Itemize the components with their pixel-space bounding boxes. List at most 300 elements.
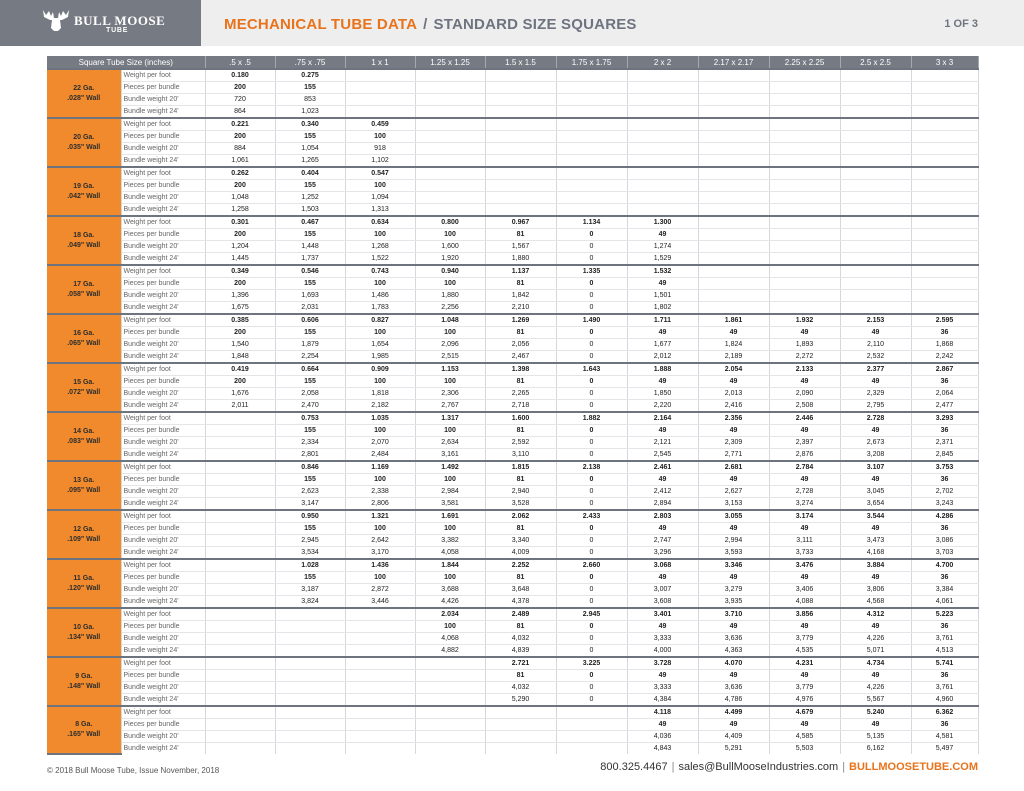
table-cell: 36 [911, 474, 978, 486]
table-cell [698, 265, 769, 278]
phone: 800.325.4467 [600, 761, 668, 773]
table-cell [769, 192, 840, 204]
row-label: Bundle weight 20' [121, 143, 205, 155]
table-cell [627, 118, 698, 131]
table-cell: 3,007 [627, 584, 698, 596]
table-cell [205, 584, 275, 596]
table-cell: 0 [556, 425, 627, 437]
table-cell: 2,058 [275, 388, 345, 400]
table-cell: 1.398 [485, 363, 556, 376]
table-cell: 100 [415, 523, 485, 535]
table-cell: 49 [627, 572, 698, 584]
table-cell: 2,272 [769, 351, 840, 364]
table-cell: 0 [556, 486, 627, 498]
table-row [47, 69, 978, 82]
table-cell: 49 [769, 670, 840, 682]
table-cell: 49 [627, 719, 698, 731]
table-cell: 4,976 [769, 694, 840, 707]
table-cell: 3,761 [911, 682, 978, 694]
table-cell: 2,984 [415, 486, 485, 498]
table-cell: 1.153 [415, 363, 485, 376]
table-cell: 5,567 [840, 694, 911, 707]
table-cell: 81 [485, 670, 556, 682]
row-label: Bundle weight 20' [121, 437, 205, 449]
table-cell: 1.932 [769, 314, 840, 327]
table-cell: 1,102 [345, 155, 415, 168]
table-cell: 1,920 [415, 253, 485, 266]
gauge-label: 18 Ga. [73, 231, 95, 239]
table-cell: 200 [205, 278, 275, 290]
table-cell [345, 670, 415, 682]
table-cell: 2,306 [415, 388, 485, 400]
page-number: 1 OF 3 [944, 18, 978, 30]
table-cell: 1.048 [415, 314, 485, 327]
table-cell [627, 180, 698, 192]
row-label: Weight per foot [121, 167, 205, 180]
table-cell: 1.691 [415, 510, 485, 523]
row-label: Bundle weight 20' [121, 241, 205, 253]
copyright: © 2018 Bull Moose Tube, Issue November, 2018 [47, 766, 220, 775]
wall-label: .120" Wall [67, 584, 101, 592]
row-label: Weight per foot [121, 657, 205, 670]
table-cell: 1.300 [627, 216, 698, 229]
table-cell: 5,497 [911, 743, 978, 755]
table-row [47, 645, 978, 658]
table-cell [840, 241, 911, 253]
table-cell [556, 118, 627, 131]
table-cell [556, 106, 627, 119]
table-cell: 0 [556, 535, 627, 547]
table-cell: 4.734 [840, 657, 911, 670]
table-cell: 2.164 [627, 412, 698, 425]
table-cell: 0.950 [275, 510, 345, 523]
table-cell: 4.679 [769, 706, 840, 719]
table-cell: 100 [345, 474, 415, 486]
table-cell: 49 [769, 523, 840, 535]
table-cell [345, 706, 415, 719]
table-cell [840, 167, 911, 180]
header-bar [0, 0, 1024, 46]
table-row [47, 204, 978, 217]
table-cell: 5.741 [911, 657, 978, 670]
table-cell: 0 [556, 645, 627, 658]
table-cell: 155 [275, 180, 345, 192]
table-cell [345, 719, 415, 731]
row-label: Weight per foot [121, 265, 205, 278]
title-separator: / [423, 16, 428, 33]
table-cell: 2,994 [698, 535, 769, 547]
table-row [47, 657, 978, 670]
table-cell: 2,110 [840, 339, 911, 351]
table-cell: 1,824 [698, 339, 769, 351]
table-cell: 0.419 [205, 363, 275, 376]
table-cell: 1,265 [275, 155, 345, 168]
table-cell: 4,585 [769, 731, 840, 743]
table-cell [769, 302, 840, 315]
title-sub: STANDARD SIZE SQUARES [433, 16, 637, 33]
table-cell: 36 [911, 376, 978, 388]
row-label: Bundle weight 20' [121, 94, 205, 106]
table-cell: 81 [485, 572, 556, 584]
wall-label: .035" Wall [67, 143, 101, 151]
table-cell [205, 437, 275, 449]
gauge-label: 17 Ga. [73, 280, 95, 288]
table-cell: 2,673 [840, 437, 911, 449]
table-cell: 49 [698, 670, 769, 682]
table-cell: 3.055 [698, 510, 769, 523]
table-cell: 0.404 [275, 167, 345, 180]
table-cell: 1.882 [556, 412, 627, 425]
table-row [47, 265, 978, 278]
table-cell: 2,642 [345, 535, 415, 547]
table-cell [769, 106, 840, 119]
table-cell: 0.753 [275, 412, 345, 425]
table-cell: 1,540 [205, 339, 275, 351]
table-cell [205, 731, 275, 743]
table-cell: 3.710 [698, 608, 769, 621]
table-cell [205, 535, 275, 547]
table-cell [556, 180, 627, 192]
table-cell: 155 [275, 278, 345, 290]
table-cell: 49 [840, 621, 911, 633]
table-cell: 0 [556, 474, 627, 486]
table-cell: 49 [698, 474, 769, 486]
table-cell: 1.888 [627, 363, 698, 376]
table-cell: 3.856 [769, 608, 840, 621]
wall-label: .042" Wall [67, 192, 101, 200]
table-cell [698, 216, 769, 229]
table-cell [911, 82, 978, 94]
gauge-cell [47, 510, 121, 559]
table-cell: 0 [556, 596, 627, 609]
table-cell: 2,416 [698, 400, 769, 413]
table-cell: 3,045 [840, 486, 911, 498]
table-cell: 0.301 [205, 216, 275, 229]
table-cell: 49 [769, 425, 840, 437]
table-cell: 3,147 [275, 498, 345, 511]
gauge-label: 9 Ga. [75, 672, 93, 680]
row-label: Pieces per bundle [121, 278, 205, 290]
table-cell: 2,011 [205, 400, 275, 413]
table-cell: 0.743 [345, 265, 415, 278]
row-label: Bundle weight 24' [121, 743, 205, 755]
table-cell [205, 657, 275, 670]
table-cell: 0 [556, 694, 627, 707]
table-cell [627, 143, 698, 155]
table-cell [275, 743, 345, 755]
table-cell: 1,268 [345, 241, 415, 253]
table-cell: 200 [205, 131, 275, 143]
table-cell: 100 [345, 180, 415, 192]
table-cell [205, 670, 275, 682]
table-cell [698, 204, 769, 217]
table-cell [485, 131, 556, 143]
table-cell: 1.490 [556, 314, 627, 327]
table-row [47, 706, 978, 719]
table-cell: 100 [345, 278, 415, 290]
table-cell: 0.634 [345, 216, 415, 229]
table-cell: 0 [556, 339, 627, 351]
table-cell: 1.035 [345, 412, 415, 425]
table-cell [698, 278, 769, 290]
table-cell: 0.349 [205, 265, 275, 278]
table-cell [769, 82, 840, 94]
table-cell: 49 [769, 719, 840, 731]
table-cell: 2,096 [415, 339, 485, 351]
table-cell: 2.054 [698, 363, 769, 376]
table-cell: 2,121 [627, 437, 698, 449]
table-cell: 2,945 [275, 535, 345, 547]
gauge-label: 8 Ga. [75, 721, 93, 728]
table-cell: 49 [627, 474, 698, 486]
table-cell: 155 [275, 229, 345, 241]
table-cell: 864 [205, 106, 275, 119]
row-label: Pieces per bundle [121, 376, 205, 388]
table-cell: 1,023 [275, 106, 345, 119]
table-cell [415, 192, 485, 204]
table-cell: 1.844 [415, 559, 485, 572]
table-row [47, 131, 978, 143]
table-cell: 1,985 [345, 351, 415, 364]
table-cell [415, 204, 485, 217]
table-cell: 2,771 [698, 449, 769, 462]
table-cell: 1,600 [415, 241, 485, 253]
table-row [47, 670, 978, 682]
table-cell: 4.499 [698, 706, 769, 719]
table-cell: 1,868 [911, 339, 978, 351]
row-label: Bundle weight 20' [121, 290, 205, 302]
table-cell [275, 670, 345, 682]
table-cell: 49 [840, 670, 911, 682]
table-cell: 2,371 [911, 437, 978, 449]
row-label: Bundle weight 20' [121, 731, 205, 743]
table-cell: 1,737 [275, 253, 345, 266]
table-cell: 2.784 [769, 461, 840, 474]
table-cell: 100 [415, 474, 485, 486]
table-cell [769, 131, 840, 143]
table-cell: 4,036 [627, 731, 698, 743]
table-cell: 155 [275, 425, 345, 437]
table-cell: 49 [769, 327, 840, 339]
table-cell [911, 229, 978, 241]
table-row [47, 461, 978, 474]
table-cell [556, 743, 627, 755]
table-cell: 4,568 [840, 596, 911, 609]
row-label: Bundle weight 24' [121, 302, 205, 315]
table-cell: 155 [275, 572, 345, 584]
table-cell: 2.595 [911, 314, 978, 327]
table-cell: 2,795 [840, 400, 911, 413]
table-cell [556, 82, 627, 94]
table-cell: 918 [345, 143, 415, 155]
wall-label: .134" Wall [67, 633, 101, 641]
column-header: 1.75 x 1.75 [556, 56, 627, 69]
row-label: Weight per foot [121, 559, 205, 572]
table-cell: 49 [627, 376, 698, 388]
table-cell [627, 131, 698, 143]
table-cell [205, 559, 275, 572]
table-cell: 3,153 [698, 498, 769, 511]
table-cell: 1.815 [485, 461, 556, 474]
table-cell: 2,397 [769, 437, 840, 449]
table-header-size: Square Tube Size (inches) [47, 56, 205, 69]
table-cell [769, 204, 840, 217]
table-cell: 4,058 [415, 547, 485, 560]
table-cell [205, 510, 275, 523]
table-cell: 49 [840, 719, 911, 731]
table-cell: 1,850 [627, 388, 698, 400]
table-row [47, 192, 978, 204]
table-cell [205, 682, 275, 694]
website-link[interactable]: BULLMOOSETUBE.COM [849, 761, 978, 773]
column-header: .75 x .75 [275, 56, 345, 69]
table-cell: 1,501 [627, 290, 698, 302]
table-cell [485, 82, 556, 94]
table-cell: 49 [627, 327, 698, 339]
gauge-cell [47, 69, 121, 118]
table-cell: 2,806 [345, 498, 415, 511]
table-cell: 2,064 [911, 388, 978, 400]
row-label: Bundle weight 24' [121, 106, 205, 119]
table-cell [698, 106, 769, 119]
table-cell [840, 302, 911, 315]
table-cell: 81 [485, 523, 556, 535]
table-row [47, 82, 978, 94]
table-row [47, 314, 978, 327]
table-cell [627, 155, 698, 168]
table-cell: 0.467 [275, 216, 345, 229]
table-row [47, 584, 978, 596]
table-cell: 1.321 [345, 510, 415, 523]
table-cell: 49 [840, 523, 911, 535]
gauge-cell [47, 608, 121, 657]
table-cell [556, 155, 627, 168]
table-cell: 0.385 [205, 314, 275, 327]
table-cell: 1,567 [485, 241, 556, 253]
table-cell [911, 302, 978, 315]
table-cell: 2,182 [345, 400, 415, 413]
row-label: Weight per foot [121, 608, 205, 621]
gauge-cell [47, 314, 121, 363]
table-cell: 3,406 [769, 584, 840, 596]
table-cell: 1.861 [698, 314, 769, 327]
table-cell: 0.221 [205, 118, 275, 131]
table-cell: 1,486 [345, 290, 415, 302]
table-cell: 49 [840, 474, 911, 486]
table-cell [769, 265, 840, 278]
table-cell [205, 425, 275, 437]
table-cell: 5,291 [698, 743, 769, 755]
table-cell: 3.401 [627, 608, 698, 621]
table-cell [275, 621, 345, 633]
table-row [47, 596, 978, 609]
table-cell: 1,675 [205, 302, 275, 315]
table-cell [840, 106, 911, 119]
table-cell [911, 69, 978, 82]
table-row [47, 547, 978, 560]
table-cell: 3.293 [911, 412, 978, 425]
table-cell: 6.362 [911, 706, 978, 719]
gauge-cell [47, 706, 121, 754]
table-cell [485, 167, 556, 180]
table-cell: 36 [911, 327, 978, 339]
table-row [47, 621, 978, 633]
separator: | [671, 761, 675, 773]
table-cell [415, 180, 485, 192]
table-cell: 1.532 [627, 265, 698, 278]
table-cell [840, 155, 911, 168]
table-row [47, 682, 978, 694]
table-cell: 3.068 [627, 559, 698, 572]
table-cell: 81 [485, 327, 556, 339]
table-cell: 5.240 [840, 706, 911, 719]
row-label: Pieces per bundle [121, 180, 205, 192]
table-row [47, 535, 978, 547]
row-label: Bundle weight 24' [121, 596, 205, 609]
table-cell: 49 [627, 278, 698, 290]
table-cell [345, 633, 415, 645]
table-cell: 0 [556, 633, 627, 645]
table-cell: 49 [698, 572, 769, 584]
tube-data-table [47, 56, 979, 755]
table-cell [769, 278, 840, 290]
row-label: Bundle weight 24' [121, 547, 205, 560]
wall-label: .083" Wall [67, 437, 101, 445]
table-cell: 1,258 [205, 204, 275, 217]
table-cell: 3,473 [840, 535, 911, 547]
table-cell: 0 [556, 376, 627, 388]
table-cell [415, 706, 485, 719]
row-label: Pieces per bundle [121, 425, 205, 437]
table-cell: 100 [345, 572, 415, 584]
table-cell: 1.317 [415, 412, 485, 425]
table-cell [205, 694, 275, 707]
table-cell: 0 [556, 388, 627, 400]
row-label: Pieces per bundle [121, 229, 205, 241]
table-cell [911, 143, 978, 155]
table-cell: 1.269 [485, 314, 556, 327]
table-cell: 2.433 [556, 510, 627, 523]
table-cell: 200 [205, 82, 275, 94]
table-cell [205, 608, 275, 621]
table-cell: 200 [205, 180, 275, 192]
table-cell: 100 [415, 278, 485, 290]
table-cell: 2.660 [556, 559, 627, 572]
email-link[interactable]: sales@BullMooseIndustries.com [678, 761, 839, 773]
table-cell: 3,296 [627, 547, 698, 560]
table-cell: 2,056 [485, 339, 556, 351]
table-cell [840, 94, 911, 106]
table-cell: 4,168 [840, 547, 911, 560]
table-cell: 155 [275, 327, 345, 339]
table-cell: 3,636 [698, 682, 769, 694]
table-cell [415, 69, 485, 82]
table-cell: 100 [415, 376, 485, 388]
contact-info [600, 761, 978, 773]
wall-label: .148" Wall [67, 682, 101, 690]
table-cell [485, 143, 556, 155]
table-cell: 2,515 [415, 351, 485, 364]
table-row [47, 339, 978, 351]
table-row [47, 155, 978, 168]
table-cell [769, 94, 840, 106]
table-cell: 3,208 [840, 449, 911, 462]
row-label: Pieces per bundle [121, 572, 205, 584]
table-cell: 2,894 [627, 498, 698, 511]
row-label: Bundle weight 24' [121, 498, 205, 511]
table-cell [769, 143, 840, 155]
gauge-cell [47, 657, 121, 706]
